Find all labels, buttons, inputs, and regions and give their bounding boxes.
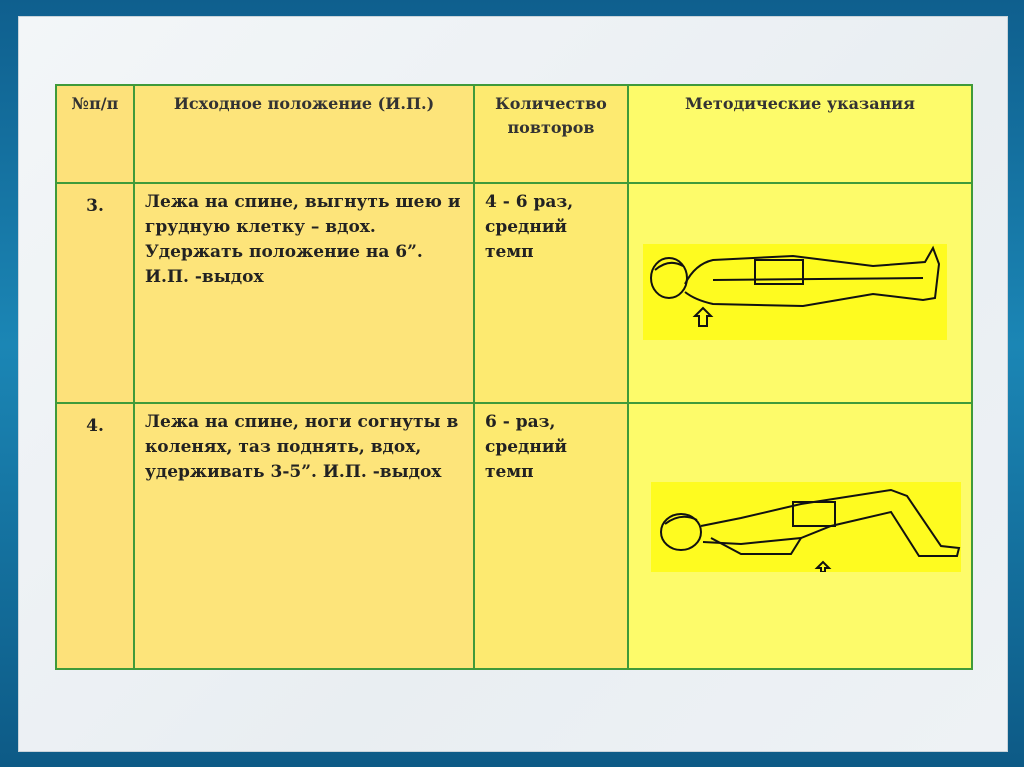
header-repetitions: Количество повторов: [474, 85, 628, 183]
lying-arched-figure: [643, 244, 947, 340]
header-row: [56, 85, 972, 183]
row-repetitions: 6 - раз, средний темп: [474, 403, 628, 669]
exercise-table: [55, 84, 973, 670]
bridge-figure: [651, 482, 961, 572]
table-row: [56, 403, 972, 669]
row-number: 3.: [56, 183, 134, 403]
table-row: [56, 183, 972, 403]
row-instructions: [628, 403, 972, 669]
row-repetitions: 4 - 6 раз, средний темп: [474, 183, 628, 403]
row-position: Лежа на спине, ноги согнуты в коленях, таз поднять, вдох, удерживать 3-5”. И.П. -выдох: [134, 403, 474, 669]
row-position: Лежа на спине, выгнуть шею и грудную клетку – вдох. Удержать положение на 6”. И.П. -выдох: [134, 183, 474, 403]
row-number: 4.: [56, 403, 134, 669]
header-number: №п/п: [56, 85, 134, 183]
header-position: Исходное положение (И.П.): [134, 85, 474, 183]
row-instructions: [628, 183, 972, 403]
header-instructions: Методические указания: [628, 85, 972, 183]
